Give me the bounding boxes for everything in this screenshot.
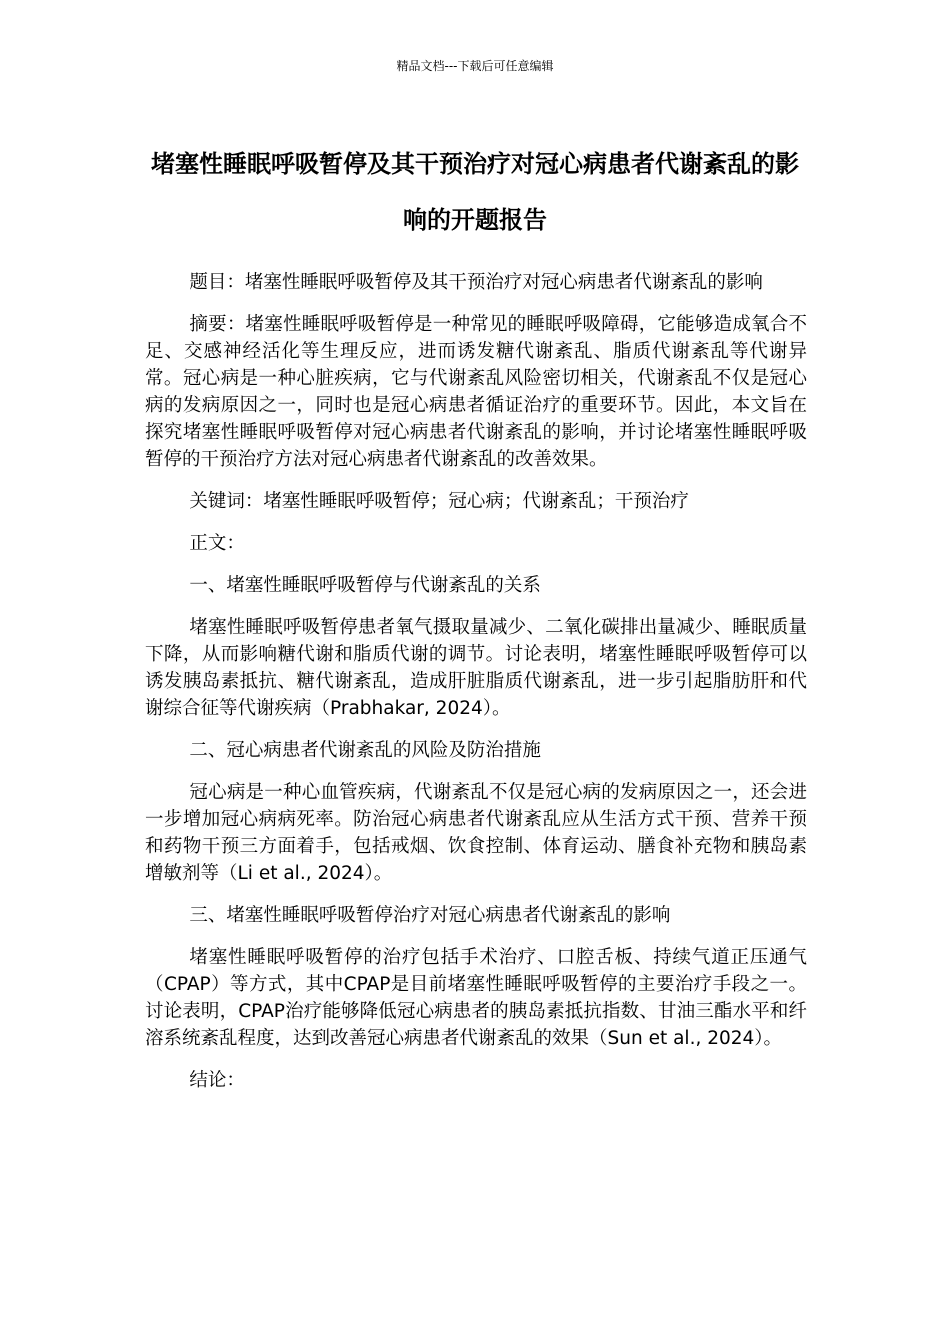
section3-heading: 三、堵塞性睡眠呼吸暂停治疗对冠心病患者代谢紊乱的影响 [189,905,671,926]
section2-heading: 二、冠心病患者代谢紊乱的风险及防治措施 [189,740,541,761]
document-body [145,269,807,1109]
abstract-paragraph: 摘要：堵塞性睡眠呼吸暂停是一种常见的睡眠呼吸障碍，它能够造成氧合不足、交感神经活化等生理反应，进而诱发糖代谢紊乱、脂质代谢紊乱等代谢异常。冠心病是一种心脏疾病，它与代谢紊乱风险密切相关，代谢紊乱不仅是冠心病的发病原因之一，同时也是冠心病患者循证治疗的重要环节。因此，本文旨在探究堵塞性睡眠呼吸暂停对冠心病患者代谢紊乱的影响，并讨论堵塞性睡眠呼吸暂停的干预治疗方法对冠心病患者代谢紊乱的改善效果。 [145,314,807,470]
keywords-paragraph: 关键词：堵塞性睡眠呼吸暂停；冠心病；代谢紊乱；干预治疗 [189,491,689,512]
document-title: 堵塞性睡眠呼吸暂停及其干预治疗对冠心病患者代谢紊乱的影响的开题报告 [151,150,799,234]
conclusion-label: 结论： [189,1070,245,1091]
section3-paragraph: 堵塞性睡眠呼吸暂停的治疗包括手术治疗、口腔舌板、持续气道正压通气（CPAP）等方式，其中CPAP是目前堵塞性睡眠呼吸暂停的主要治疗手段之一。讨论表明，CPAP治疗能够降低冠心病患者的胰岛素抵抗指数、甘油三酯水平和纤溶系统紊乱程度，达到改善冠心病患者代谢紊乱的效果（Sun et al., 2024）。 [145,947,807,1049]
section2-paragraph: 冠心病是一种心血管疾病，代谢紊乱不仅是冠心病的发病原因之一，还会进一步增加冠心病病死率。防治冠心病患者代谢紊乱应从生活方式干预、营养干预和药物干预三方面着手，包括戒烟、饮食控制、体育运动、膳食补充物和胰岛素增敏剂等（Li et al., 2024）。 [145,782,807,884]
page-header-note: 精品文档---下载后可任意编辑 [396,59,554,73]
section1-heading: 一、堵塞性睡眠呼吸暂停与代谢紊乱的关系 [189,575,541,596]
section1-paragraph: 堵塞性睡眠呼吸暂停患者氧气摄取量减少、二氧化碳排出量减少、睡眠质量下降，从而影响糖代谢和脂质代谢的调节。讨论表明，堵塞性睡眠呼吸暂停可以诱发胰岛素抵抗、糖代谢紊乱，造成肝脏脂质代谢紊乱，进一步引起脂肪肝和代谢综合征等代谢疾病（Prabhakar, 2024）。 [145,617,807,719]
body-label: 正文： [189,533,245,554]
topic-paragraph: 题目：堵塞性睡眠呼吸暂停及其干预治疗对冠心病患者代谢紊乱的影响 [189,272,763,293]
